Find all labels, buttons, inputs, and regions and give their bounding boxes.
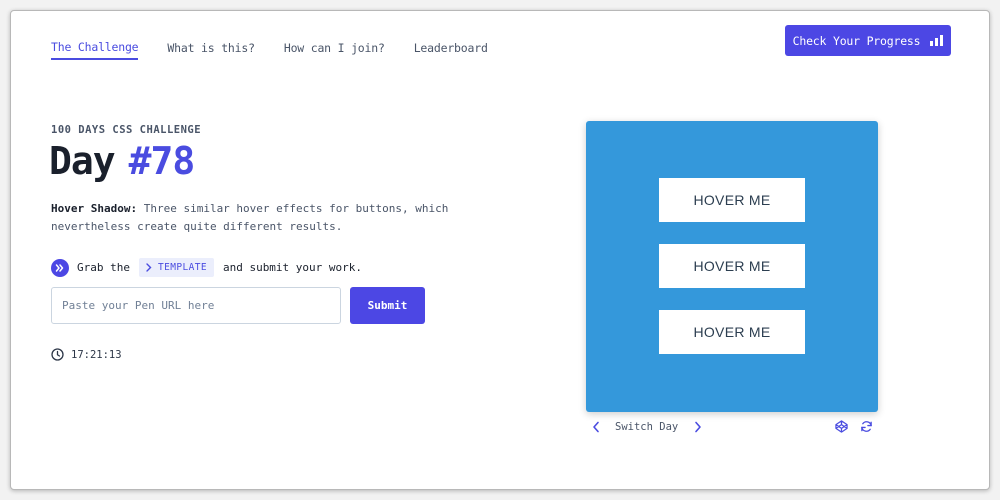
day-number: #78 (128, 139, 195, 183)
chevron-left-icon[interactable] (592, 421, 600, 433)
preview-tools (835, 420, 873, 433)
nav-link-what-is-this[interactable]: What is this? (167, 41, 255, 55)
clock-icon (51, 348, 64, 361)
switch-day-control (592, 421, 702, 433)
check-progress-label: Check Your Progress (792, 33, 921, 48)
top-nav (51, 35, 517, 65)
nav-link-leaderboard[interactable]: Leaderboard (413, 41, 488, 55)
page-frame (10, 10, 990, 490)
template-link[interactable] (139, 258, 214, 277)
page-title (49, 139, 194, 183)
countdown-timer (51, 348, 122, 361)
demo-preview (586, 121, 878, 412)
double-chevron-right-icon (51, 259, 69, 277)
pen-url-input[interactable] (51, 287, 341, 324)
nav-link-the-challenge[interactable]: The Challenge (51, 40, 138, 60)
hover-me-button-2[interactable]: HOVER ME (659, 244, 805, 288)
hover-me-button-3[interactable]: HOVER ME (659, 310, 805, 354)
description-heading: Hover Shadow: (51, 202, 138, 215)
refresh-icon[interactable] (860, 420, 873, 433)
chevron-right-icon (146, 263, 152, 272)
grab-suffix: and submit your work. (222, 261, 363, 274)
title-word: Day (49, 139, 115, 183)
chevron-right-icon[interactable] (694, 421, 702, 433)
template-label: TEMPLATE (157, 262, 207, 273)
grab-prefix: Grab the (77, 261, 130, 274)
hover-me-button-1[interactable]: HOVER ME (659, 178, 805, 222)
codepen-icon[interactable] (835, 420, 848, 433)
description-text: Three similar hover effects for buttons, which nevertheless create quite different results. (51, 202, 449, 233)
bar-chart-icon (930, 35, 943, 46)
template-instructions (51, 258, 362, 277)
challenge-eyebrow: 100 DAYS CSS CHALLENGE (51, 124, 202, 136)
switch-day-label: Switch Day (615, 421, 679, 433)
check-progress-button[interactable] (785, 25, 951, 56)
timer-value: 17:21:13 (71, 348, 122, 361)
nav-link-how-can-i-join[interactable]: How can I join? (283, 41, 385, 55)
challenge-description (51, 200, 451, 235)
submit-button[interactable]: Submit (350, 287, 425, 324)
